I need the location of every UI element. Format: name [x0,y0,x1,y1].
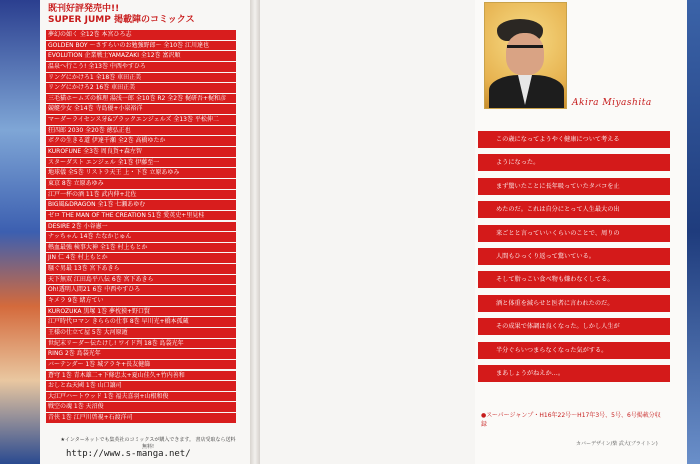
comic-title-row: Oh!透明人間21 6巻 中西やすひろ [46,285,236,295]
comic-title-row: バーテンダー 1巻 城アラキ+長友健篩 [46,360,236,370]
comic-title-row: 天下無双 江田島平八伝 6巻 宮下あきら [46,275,236,285]
comic-title-row: リングにかけろ2 16巻 車田正美 [46,83,236,93]
comic-title-row: EVOLUTION 企業戦士YAMAZAKI 全12巻 富沢順 [46,51,236,61]
comic-title-row: ボクの生きる道 伊達千瀬 全2巻 高橋ゆたか [46,136,236,146]
essay-line: めたのだ。これは自分にとって人生最大の出 [478,201,670,218]
essay-line: まあしょうがねえか…。 [478,365,670,382]
comic-title-row: ナッちゃん 14巻 たなかじゅん [46,232,236,242]
comic-title-row: リングにかけろ1 全18巻 車田正美 [46,73,236,83]
comic-title-row: スターダスト エンジェル 全1巻 伊藤至一 [46,158,236,168]
essay-line: 人間もひっくり返って驚いている。 [478,248,670,265]
comic-title-row: RING 2巻 島袋光年 [46,349,236,359]
comic-title-row: キメラ 9巻 緒方てい [46,296,236,306]
face-shape [506,33,544,75]
comic-title-row: 大江戸ハートウッド 1巻 福夫喜羽+山根和俊 [46,392,236,402]
comic-title-row: マーダーライセンス牙&ブラックエンジェルズ 全13巻 平松伸二 [46,115,236,125]
essay-line: まず驚いたことに長年吸っていたタバコを止 [478,178,670,195]
essay-line: 酒と体重を減らせと医者に言われたのだ。 [478,295,670,312]
comic-title-row: ゼロ THE MAN OF THE CREATION 51巻 愛英史+里見桂 [46,211,236,221]
comic-title-row: 江戸時代ロマン きららの仕事 8巻 早川光+橋本孤蔵 [46,317,236,327]
comic-title-row: 王様の仕立て屋 5巻 大河原遁 [46,328,236,338]
comic-title-row: 蒼穹 1巻 青木雄二+下條忠太+夏山佳久+竹内善和 [46,371,236,381]
comics-title-list [46,30,236,424]
comic-title-row: DESIRE 2巻 小谷憲一 [46,222,236,232]
essay-line: その成果で体調は良くなった。しかし人生が [478,318,670,335]
cover-design-credit: カバーデザイン/柴 武大(ブライトン) [576,441,658,447]
comic-title-row: KUROZUKA 黒塚 1巻 夢枕獏+野口賢 [46,307,236,317]
author-name: Akira Miyashita [572,98,652,108]
cover-art-strip-left [0,0,40,464]
comic-title-row: 東京 8巻 立原あゆみ [46,179,236,189]
cover-art-strip-right [687,0,700,464]
comic-title-row: 地球儀 全5巻 リストラ天王 上・下巻 立原あゆみ [46,168,236,178]
essay-line: ようになった。 [478,154,670,171]
blank-inner-page [260,0,475,464]
comic-title-row: 世紀末リーダー伝たけし! ワイド判 18巻 島袋光年 [46,339,236,349]
essay-line: この歳になってようやく健康について考える [478,131,670,148]
header-now-on-sale: 既刊好評発売中!! [48,4,120,14]
comic-title-row: 騒ぐ男最 13巻 宮下あきら [46,264,236,274]
website-url[interactable]: http://www.s-manga.net/ [66,449,191,459]
comic-title-row: 三毛猫ホームズの推理 湯浅一郎 全10巻 R2 全2巻 梶研吾+梶和彦 [46,94,236,104]
comics-list-header [48,4,238,26]
comic-title-row: 青侠 1巻 江戸川啓視+石渡洋司 [46,413,236,423]
serialization-source-note: ●スーパージャンプ・H16年22号～H17年3号、5号、6号掲載分収録 [481,412,661,428]
comic-title-row: 戦空の魂 1巻 天沼俊 [46,402,236,412]
comic-title-row: 熱血最強 検事大神 全1巻 村上もとか [46,243,236,253]
comic-title-row: JIN 仁 4巻 村上もとか [46,253,236,263]
header-super-jump-comics: SUPER JUMP 掲載陣のコミックス [48,15,195,25]
book-gutter [250,0,260,464]
comic-title-row: 江戸一杯の酒 11巻 武内伸+北佐 [46,190,236,200]
comic-title-row: 夢幻の如く 全12巻 本宮ひろ志 [46,30,236,40]
online-purchase-note: ★インターネットでも集英社のコミックスが購入できます。 書店受取なら送料無料! [60,437,236,450]
comic-title-row: 競艇少女 全14巻 寺島優+小泉裕洋 [46,104,236,114]
essay-line: 来ごとと言っていいくらいのことで、周りの [478,225,670,242]
comic-title-row: 狂四郎 2030 全20巻 徳弘正也 [46,126,236,136]
comic-title-row: BIG風&DRAGON 全1巻 七瀬あゆむ [46,200,236,210]
comic-title-row: GOLDEN BOY ～さすらいのお勉強野郎～ 全10巻 江川達也 [46,41,236,51]
glasses-shape [507,45,543,53]
essay-line: 半分ぐらいつまらなくなった気がする。 [478,342,670,359]
comic-title-row: 温泉へ行こう! 全13巻 中西やすひろ [46,62,236,72]
author-essay [478,131,670,388]
comic-title-row: KUROFUNE 全3巻 周良貨+森左智 [46,147,236,157]
comic-title-row: おしとね天國 1巻 山口譲司 [46,381,236,391]
essay-line: そして脂っこい食べ物も嫌わなくしてる。 [478,271,670,288]
author-portrait-photo [484,2,567,109]
